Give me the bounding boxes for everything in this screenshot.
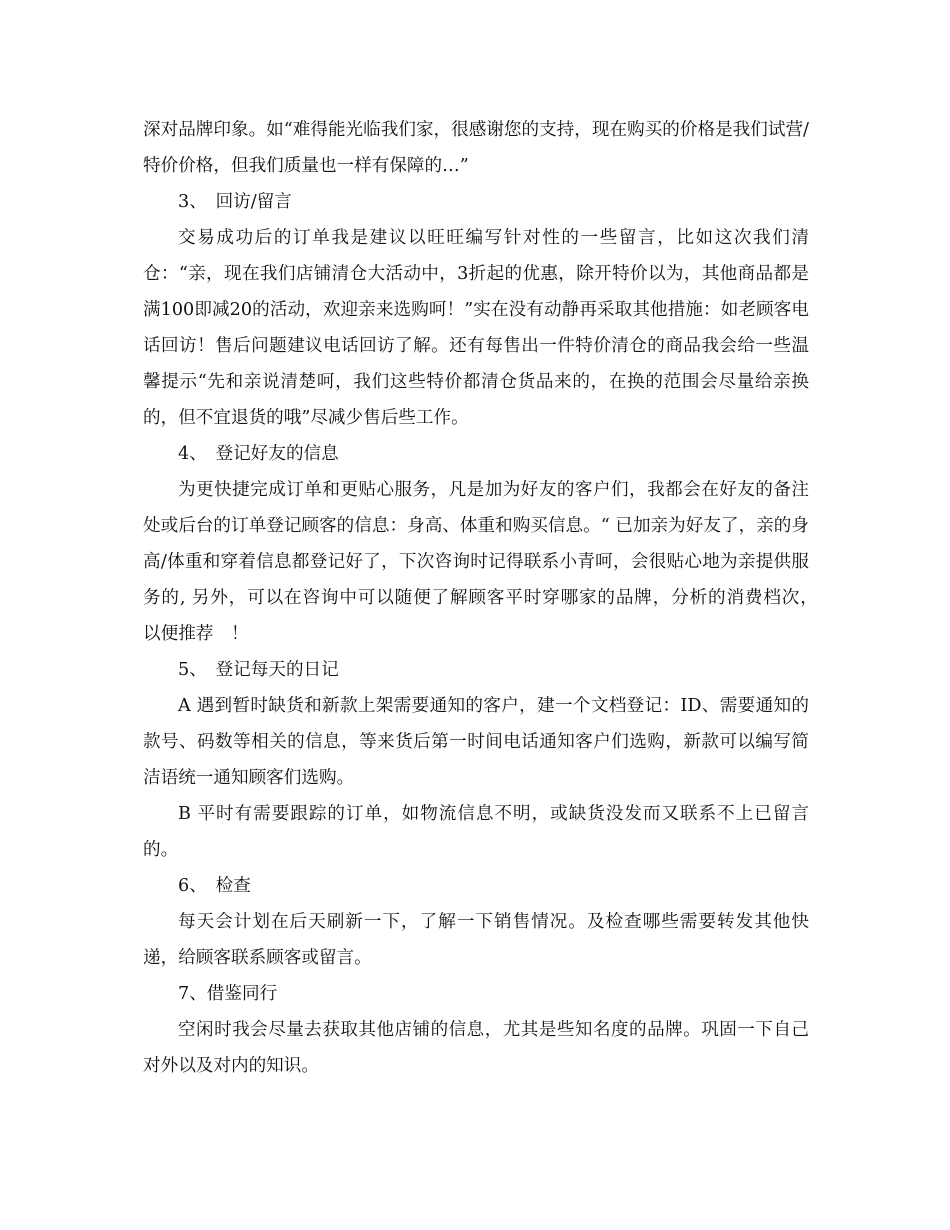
section-heading-check: 6、 检查 bbox=[178, 876, 251, 896]
paragraph-check: 每天会计划在后天刷新一下，了解一下销售情况。及检查哪些需要转发其他快递，给顾客联系顾客或留言。 bbox=[143, 912, 809, 968]
paragraph-daily-log-a: A 遇到暂时缺货和新款上架需要通知的客户，建一个文档登记：ID、需要通知的款号、码数等相关的信息，等来货后第一时间电话通知客户们选购，新款可以编写简洁语统一通知顾客们选购。 bbox=[143, 696, 809, 788]
paragraph-callback: 交易成功后的订单我是建议以旺旺编写针对性的一些留言，比如这次我们清仓：“亲，现在我们店铺清仓大活动中，3折起的优惠，除开特价以为，其他商品都是满100即减20的活动，欢迎亲来选购呵！”实在没有动静再采取其他措施：如老顾客电话回访！售后问题建议电话回访了解。还有每售出一件特价清仓的商品我会给一些温馨提示“先和亲说清楚呵，我们这些特价都清仓货品来的，在换的范围会尽量给亲换的，但不宜退货的哦”尽减少售后些工作。 bbox=[143, 228, 809, 428]
section-heading-daily-log: 5、 登记每天的日记 bbox=[178, 660, 339, 680]
section-heading-friend-info: 4、 登记好友的信息 bbox=[178, 444, 339, 464]
section-heading-peers: 7、借鉴同行 bbox=[178, 984, 278, 1004]
section-heading-callback: 3、 回访/留言 bbox=[178, 192, 292, 212]
paragraph-daily-log-b: B 平时有需要跟踪的订单，如物流信息不明，或缺货没发而又联系不上已留言的。 bbox=[143, 804, 809, 860]
document-body bbox=[143, 112, 827, 1084]
paragraph-brand-impression: 深对品牌印象。如“难得能光临我们家，很感谢您的支持，现在购买的价格是我们试营/特价价格，但我们质量也一样有保障的…” bbox=[143, 120, 809, 176]
paragraph-friend-info: 为更快捷完成订单和更贴心服务，凡是加为好友的客户们，我都会在好友的备注处或后台的订单登记顾客的信息：身高、体重和购买信息。“ 已加亲为好友了，亲的身高/体重和穿着信息都登记好了，下次咨询时记得联系小青呵，会很贴心地为亲提供服务的, 另外，可以在咨询中可以随便了解顾客平时穿哪家的品牌，分析的消费档次， 以便推荐 ！ bbox=[143, 480, 827, 644]
paragraph-peers: 空闲时我会尽量去获取其他店铺的信息，尤其是些知名度的品牌。巩固一下自己对外以及对内的知识。 bbox=[143, 1020, 809, 1076]
